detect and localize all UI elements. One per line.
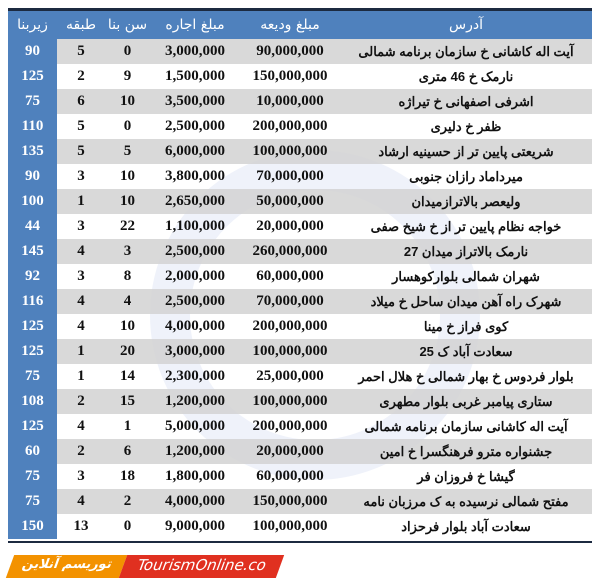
cell-area: 116 xyxy=(8,289,57,314)
cell-floor: 5 xyxy=(77,118,85,134)
header-deposit: مبلغ ودیعه xyxy=(240,11,340,39)
cell-age: 22 xyxy=(120,218,135,234)
table-row xyxy=(8,164,592,189)
cell-address: آیت اله کاشانی خ سازمان برنامه شمالی xyxy=(340,39,592,64)
cell-area: 44 xyxy=(8,214,57,239)
cell-rent: 2,650,000 xyxy=(150,189,240,214)
cell-age: 9 xyxy=(123,68,132,84)
cell-deposit: 70,000,000 xyxy=(240,289,340,314)
cell-area: 125 xyxy=(8,339,57,364)
table-row xyxy=(8,489,592,514)
cell-rent: 5,000,000 xyxy=(165,418,225,434)
cell-rent: 4,000,000 xyxy=(150,489,240,514)
cell-deposit: 260,000,000 xyxy=(240,239,340,264)
cell-age: 10 xyxy=(120,318,135,334)
cell-floor: 2 xyxy=(57,389,105,414)
header-floor: طبقه xyxy=(57,11,105,39)
cell-area: 125 xyxy=(8,64,57,89)
cell-floor: 1 xyxy=(57,339,105,364)
bottom-rule xyxy=(8,541,592,543)
table-row xyxy=(8,239,592,264)
cell-floor: 6 xyxy=(57,89,105,114)
cell-deposit: 10,000,000 xyxy=(240,89,340,114)
cell-address: جشنواره مترو فرهنگسرا خ امین xyxy=(340,439,592,464)
table-row xyxy=(8,139,592,164)
cell-age: 0 xyxy=(123,118,132,134)
cell-age: 2 xyxy=(105,489,150,514)
cell-floor: 13 xyxy=(73,518,89,534)
cell-floor: 5 xyxy=(57,139,105,164)
cell-rent: 2,000,000 xyxy=(165,268,225,284)
cell-area: 110 xyxy=(8,114,57,139)
cell-address: ولیعصر بالاترازمیدان xyxy=(340,189,592,214)
cell-age: 1 xyxy=(123,418,132,434)
cell-deposit: 100,000,000 xyxy=(240,139,340,164)
cell-area: 100 xyxy=(8,189,57,214)
cell-age: 10 xyxy=(105,89,150,114)
cell-address: نارمک خ 46 متری xyxy=(418,69,514,84)
cell-area: 75 xyxy=(8,489,57,514)
cell-deposit: 60,000,000 xyxy=(256,268,324,284)
cell-age: 5 xyxy=(105,139,150,164)
cell-deposit: 200,000,000 xyxy=(252,118,328,134)
logo-en: TourismOnline.co xyxy=(119,555,284,578)
cell-floor: 3 xyxy=(77,468,85,484)
cell-floor: 4 xyxy=(57,289,105,314)
cell-area: 90 xyxy=(8,164,57,189)
cell-deposit: 100,000,000 xyxy=(240,339,340,364)
cell-deposit: 50,000,000 xyxy=(240,189,340,214)
cell-deposit: 200,000,000 xyxy=(252,318,328,334)
cell-address: اشرفی اصفهانی خ تیراژه xyxy=(340,89,592,114)
cell-age: 3 xyxy=(105,239,150,264)
cell-age: 4 xyxy=(105,289,150,314)
table-row xyxy=(8,464,592,489)
cell-deposit: 25,000,000 xyxy=(256,368,324,384)
cell-deposit: 90,000,000 xyxy=(240,39,340,64)
cell-rent: 2,500,000 xyxy=(150,239,240,264)
cell-rent: 1,200,000 xyxy=(150,389,240,414)
cell-area: 75 xyxy=(8,464,57,489)
header-age: سن بنا xyxy=(105,11,150,39)
tourismonline-logo xyxy=(10,555,280,578)
cell-age: 6 xyxy=(105,439,150,464)
cell-age: 20 xyxy=(105,339,150,364)
cell-address: کوی فراز خ مینا xyxy=(423,319,509,334)
table-row xyxy=(8,339,592,364)
cell-age: 0 xyxy=(105,39,150,64)
cell-deposit: 20,000,000 xyxy=(240,439,340,464)
cell-address: ستاری پیامبر غربی بلوار مطهری xyxy=(340,389,592,414)
cell-deposit: 150,000,000 xyxy=(252,68,328,84)
table-row xyxy=(8,189,592,214)
cell-address: آیت اله کاشانی سازمان برنامه شمالی xyxy=(364,419,568,434)
cell-area: 92 xyxy=(8,264,57,289)
cell-address: شهران شمالی بلوارکوهسار xyxy=(392,269,540,284)
table-row xyxy=(8,89,592,114)
cell-deposit: 100,000,000 xyxy=(252,518,328,534)
cell-floor: 4 xyxy=(77,318,85,334)
cell-floor: 3 xyxy=(77,268,85,284)
cell-address: شریعتی پایین تر از حسینیه ارشاد xyxy=(340,139,592,164)
cell-deposit: 100,000,000 xyxy=(240,389,340,414)
cell-floor: 4 xyxy=(57,239,105,264)
cell-floor: 2 xyxy=(77,68,85,84)
table-row xyxy=(8,414,592,439)
header-area: زیربنا xyxy=(8,11,57,39)
cell-area: 150 xyxy=(8,514,57,539)
cell-area: 135 xyxy=(8,139,57,164)
cell-age: 14 xyxy=(120,368,135,384)
cell-floor: 1 xyxy=(77,368,85,384)
cell-rent: 4,000,000 xyxy=(165,318,225,334)
table-row xyxy=(8,114,592,139)
cell-rent: 1,500,000 xyxy=(165,68,225,84)
cell-area: 75 xyxy=(8,364,57,389)
cell-rent: 3,800,000 xyxy=(165,168,225,184)
cell-rent: 1,800,000 xyxy=(165,468,225,484)
cell-rent: 3,000,000 xyxy=(150,39,240,64)
cell-age: 8 xyxy=(123,268,132,284)
table-row xyxy=(8,264,592,289)
cell-area: 75 xyxy=(8,89,57,114)
cell-floor: 3 xyxy=(77,168,85,184)
cell-age: 15 xyxy=(105,389,150,414)
cell-area: 125 xyxy=(8,314,57,339)
header-row xyxy=(8,11,592,39)
logo-fa: توریسم آنلاین xyxy=(6,555,128,578)
cell-address: شهرک راه آهن میدان ساحل خ میلاد xyxy=(340,289,592,314)
cell-address: خواجه نظام پایین تر از خ شیخ صفی xyxy=(370,219,562,234)
cell-address: مفتح شمالی نرسیده به ک مرزبان نامه xyxy=(340,489,592,514)
cell-rent: 2,300,000 xyxy=(165,368,225,384)
cell-area: 125 xyxy=(8,414,57,439)
cell-address: بلوار فردوس خ بهار شمالی خ هلال احمر xyxy=(358,369,574,384)
cell-address: سعادت آباد ک 25 xyxy=(340,339,592,364)
table-row xyxy=(8,514,592,539)
cell-area: 60 xyxy=(8,439,57,464)
cell-deposit: 150,000,000 xyxy=(240,489,340,514)
cell-deposit: 200,000,000 xyxy=(252,418,328,434)
table-row xyxy=(8,364,592,389)
cell-rent: 1,100,000 xyxy=(165,218,225,234)
cell-deposit: 20,000,000 xyxy=(256,218,324,234)
cell-rent: 1,200,000 xyxy=(150,439,240,464)
cell-area: 145 xyxy=(8,239,57,264)
cell-address: ظفر خ دلیری xyxy=(430,119,502,134)
header-address: آدرس xyxy=(340,11,592,39)
cell-rent: 9,000,000 xyxy=(165,518,225,534)
cell-age: 18 xyxy=(120,468,135,484)
cell-address: نارمک بالاتراز میدان 27 xyxy=(340,239,592,264)
table-row xyxy=(8,314,592,339)
cell-address: گیشا خ فروزان فر xyxy=(417,469,515,484)
cell-area: 90 xyxy=(8,39,57,64)
cell-floor: 4 xyxy=(57,489,105,514)
cell-floor: 2 xyxy=(57,439,105,464)
cell-floor: 4 xyxy=(77,418,85,434)
cell-rent: 3,500,000 xyxy=(150,89,240,114)
cell-age: 10 xyxy=(120,168,135,184)
cell-deposit: 60,000,000 xyxy=(256,468,324,484)
cell-rent: 6,000,000 xyxy=(150,139,240,164)
cell-rent: 2,500,000 xyxy=(165,118,225,134)
table-row xyxy=(8,289,592,314)
table-row xyxy=(8,64,592,89)
table-row xyxy=(8,389,592,414)
cell-rent: 3,000,000 xyxy=(150,339,240,364)
table-row xyxy=(8,214,592,239)
rent-table xyxy=(8,11,592,539)
cell-floor: 5 xyxy=(57,39,105,64)
cell-age: 0 xyxy=(123,518,132,534)
cell-age: 10 xyxy=(105,189,150,214)
cell-address: سعادت آباد بلوار فرحزاد xyxy=(401,519,531,534)
cell-area: 108 xyxy=(8,389,57,414)
table-row xyxy=(8,39,592,64)
table-row xyxy=(8,439,592,464)
header-rent: مبلغ اجاره xyxy=(150,11,240,39)
cell-floor: 3 xyxy=(77,218,85,234)
cell-floor: 1 xyxy=(57,189,105,214)
cell-deposit: 70,000,000 xyxy=(256,168,324,184)
cell-rent: 2,500,000 xyxy=(150,289,240,314)
cell-address: میرداماد رازان جنوبی xyxy=(409,169,523,184)
